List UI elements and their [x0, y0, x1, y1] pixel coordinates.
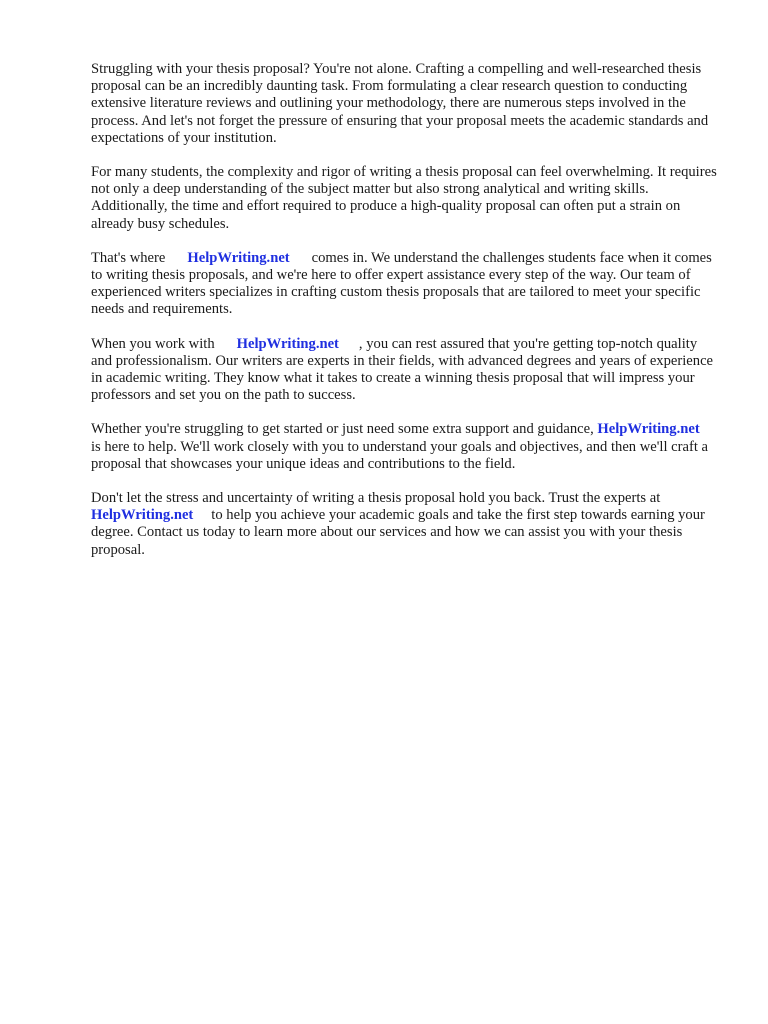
- paragraph-text: Struggling with your thesis proposal? You're not alone. Crafting a compelling and well-researched thesis proposal can be an incredibly daunting task. From formulating a clear research question to conducting extensive literature reviews and outlining your methodology, there are numerous steps involved in the process. And let's not forget the pressure of ensuring that your proposal meets the academic standards and expectations of your institution.: [91, 61, 709, 146]
- paragraph-text: comes in. We understand the challenges students face when it comes to writing thesis proposals, and we're here to offer expert assistance every step of the way. Our team of experienced writers specializes in crafting custom thesis proposals that are tailored to meet your specific needs and requirements.: [91, 249, 712, 318]
- paragraph-text: is here to help. We'll work closely with you to understand your goals and objectives, and then we'll craft a proposal that showcases your unique ideas and contributions to the field.: [91, 438, 708, 472]
- paragraph-support: [91, 421, 721, 473]
- paragraph-call-to-action: [91, 490, 721, 559]
- paragraph-intro: [91, 61, 721, 147]
- document-page: [91, 61, 721, 576]
- helpwriting-link[interactable]: HelpWriting.net: [187, 249, 290, 266]
- paragraph-text: When you work with: [91, 335, 215, 352]
- paragraph-text: to help you achieve your academic goals and take the first step towards earning your degree. Contact us today to learn more about our services and how we can assist you with your thesis proposal.: [91, 507, 705, 558]
- helpwriting-link[interactable]: HelpWriting.net: [236, 335, 339, 352]
- paragraph-quality: [91, 336, 721, 405]
- helpwriting-link[interactable]: HelpWriting.net: [91, 507, 194, 524]
- paragraph-text: , you can rest assured that you're getting top-notch quality and professionalism. Our writers are experts in their fields, with advanced degrees and years of experience in academic writing. They know what it takes to create a winning thesis proposal that will impress your professors and set you on the path to success.: [91, 335, 714, 404]
- paragraph-service: [91, 250, 721, 319]
- paragraph-challenges: [91, 164, 721, 233]
- paragraph-text: Don't let the stress and uncertainty of writing a thesis proposal hold you back. Trust the experts at: [91, 490, 661, 507]
- paragraph-text: That's where: [91, 249, 166, 266]
- paragraph-text: For many students, the complexity and rigor of writing a thesis proposal can feel overwhelming. It requires not only a deep understanding of the subject matter but also strong analytical and writing skills. Additionally, the time and effort required to produce a high-quality proposal can often put a strain on already busy schedules.: [91, 164, 717, 232]
- helpwriting-link[interactable]: HelpWriting.net: [597, 421, 700, 438]
- paragraph-text: Whether you're struggling to get started or just need some extra support and guidance,: [91, 421, 594, 438]
